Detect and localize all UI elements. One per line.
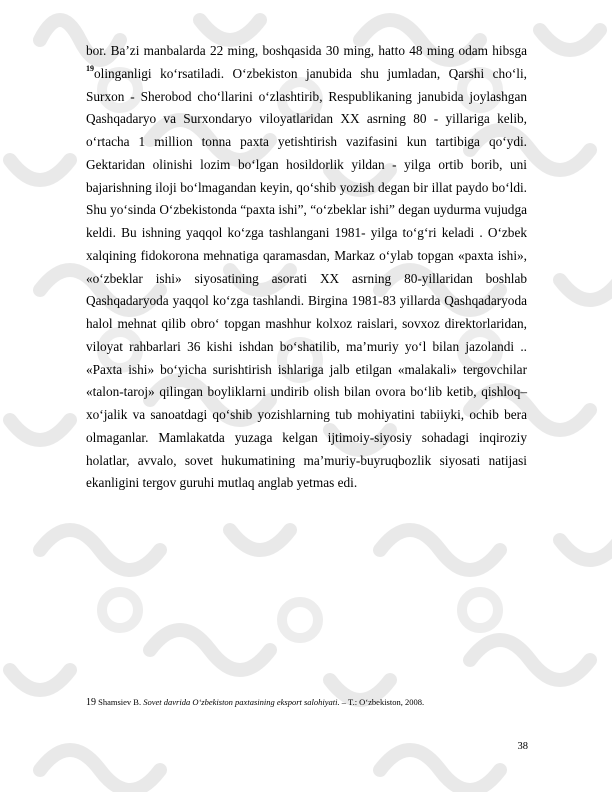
footnote-title: Sovet davrida O‘zbekiston paxtasining eksport salohiyati. [143,697,340,707]
footnote-publisher: – T.: O‘zbekiston, 2008. [341,697,425,707]
main-paragraph [86,40,527,495]
footnote-author: Shamsiev B. [98,697,142,707]
paragraph-part-2: olinganligi ko‘rsatiladi. O‘zbekiston janubida shu jumladan, Qarshi cho‘li, Surxon - Sherobod cho‘llarini o‘zlashtirib, Respublikaning janubida joylashgan Qashqadaryo va Surxondaryo viloyatlaridan XX asrning 80 - yillariga kelib, o‘rtacha 1 million tonna paxta yetishtirish vazifasini kun tartibiga qo‘ydi. Gektaridan olinishi lozim bo‘lgan hosildorlik yildan - yilga ortib borib, uni bajarishning iloji bo‘lmagandan keyin, qo‘shib yozish degan bir illat paydo bo‘ldi. Shu yo‘sinda O‘zbekistonda “paxta ishi”, “o‘zbeklar ishi” degan uydurma vujudga keldi. Bu ishning yaqqol ko‘zga tashlangani 1981- yilga to‘g‘ri keladi . O‘zbek xalqining fidokorona mehnatiga qaramasdan, Markaz o‘ylab topgan «paxta ishi», «o‘zbeklar ishi» siyosatining asorati XX asrning 80-yillaridan boshlab Qashqadaryoda yaqqol ko‘zga tashlandi. Birgina 1981-83 yillarda Qashqadaryoda halol mehnat qilib obro‘ topgan mashhur kolxoz raislari, sovxoz direktorlaridan, viloyat rahbarlari 36 kishi ishdan bo‘shatilib, ma’muriy yo‘l bilan jazolandi .. «Paxta ishi» bo‘yicha surishtirish ishlariga jalb etilgan «malakali» tergovchilar «talon-taroj» qilingan boyliklarni undirib olish bilan ovora bo‘lib ketib, qishloq–xo‘jalik va sanoatdagi qo‘shib yozishlarning tub mohiyatini tabiiyki, ochib bera olmaganlar. Mamlakatda yuzaga kelgan ijtimoiy-siyosiy sohadagi inqiroziy holatlar, avvalo, sovet hukumatining ma’muriy-buyruqbozlik siyosati natijasi ekanligini tergov guruhi mutlaq anglab yetmas edi. [86,65,527,491]
footnote-number: 19 [86,697,96,708]
page-number: 38 [517,741,528,752]
footnote [86,697,527,708]
paragraph-text [86,40,527,495]
footnote-reference[interactable]: 19 [86,63,94,73]
paragraph-part-1: bor. Ba’zi manbalarda 22 ming, boshqasida 30 ming, hatto 48 ming odam hibsga [86,43,527,58]
